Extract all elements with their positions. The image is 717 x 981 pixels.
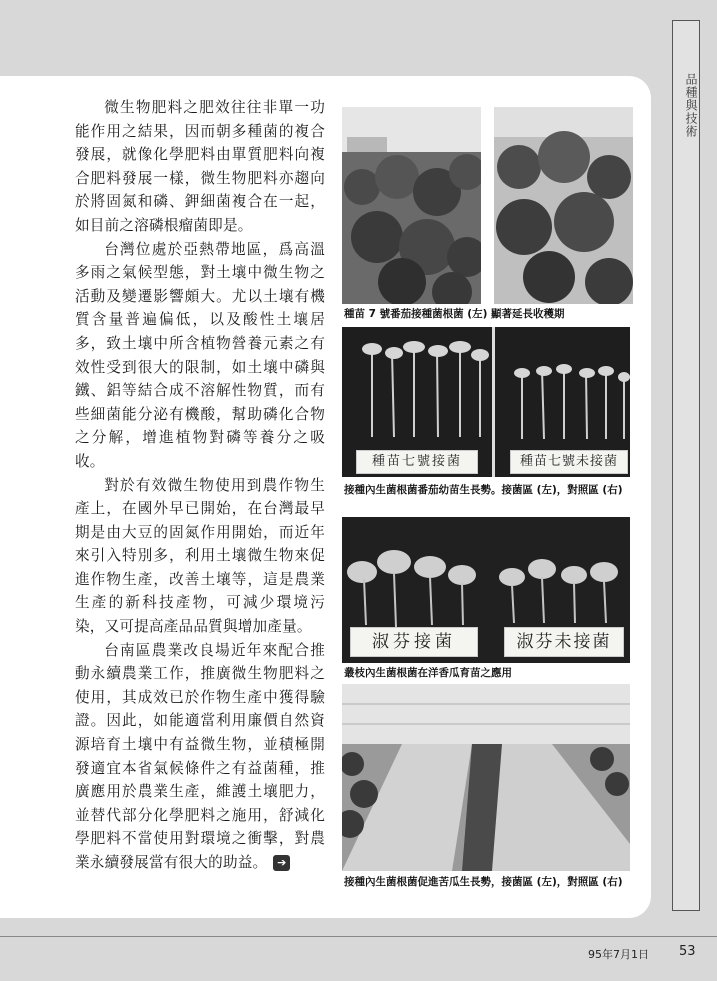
paragraph-4-text: 台南區農業改良場近年來配合推動永續農業工作，推廣微生物肥料之使用，其成效已於作物生產中獲得驗證。因此，如能適當利用廉價自然資源培育土壤中有益微生物，並積極開發適宜本省氣候條件之有益菌種，推廣應用於農業生產，維護土壤肥力，並替代部分化學肥料之施用，舒減化學肥料不當使用對環境之衝擊，對農業永續發展當有很大的助益。 bbox=[75, 641, 325, 871]
section-side-tab-label: 品種與技術 bbox=[684, 73, 698, 138]
bittergourd-field-caption: 接種內生菌根菌促進苦瓜生長勢，接菌區 (左)，對照區 (右) bbox=[344, 876, 623, 888]
melon-seedlings-photo bbox=[342, 517, 630, 663]
paragraph-3: 對於有效微生物使用到農作物生產上，在國外早已開始，在台灣最早期是由大豆的固氮作用開始，而近年來引入特別多，利用土壤微生物來促進作物生產，改善土壤等，這是農業生產的新科技產物，可減少環境污染，又可提高產品品質與增加產量。 bbox=[75, 476, 325, 636]
melon-seedlings-label-left: 淑芬接菌 bbox=[350, 627, 478, 657]
issue-date: 95年7月1日 bbox=[588, 948, 649, 961]
tomato-seedlings-label-right: 種苗七號未接菌 bbox=[510, 450, 628, 474]
bittergourd-field-photo bbox=[342, 684, 630, 871]
page-number: 53 bbox=[679, 944, 696, 959]
section-side-tab bbox=[672, 20, 700, 911]
tomato-seedlings-label-left: 種苗七號接菌 bbox=[356, 450, 478, 474]
article-body bbox=[75, 96, 325, 875]
tomato-seedlings-caption: 接種內生菌根菌番茄幼苗生長勢。接菌區 (左)，對照區 (右) bbox=[344, 484, 623, 496]
tomato-field-caption: 種苗 7 號番茄接種菌根菌 (左) 顯著延長收穫期 bbox=[344, 308, 565, 320]
footer-rule bbox=[0, 936, 717, 937]
article-end-icon: ➔ bbox=[273, 855, 290, 871]
melon-seedlings-label-right: 淑芬未接菌 bbox=[504, 627, 624, 657]
paragraph-1: 微生物肥料之肥效往往非單一功能作用之結果，因而朝多種菌的複合發展，就像化學肥料由單質肥料向複合肥料發展一樣，微生物肥料亦趨向於將固氮和磷、鉀細菌複合在一起，如目前之溶磷根瘤菌即是。 bbox=[75, 99, 325, 234]
tomato-seedlings-photo bbox=[342, 327, 630, 477]
paragraph-2: 台灣位處於亞熱帶地區，爲高溫多雨之氣候型態，對土壤中微生物之活動及變遷影響頗大。尤以土壤有機質含量普遍偏低，以及酸性土壤居多，致土壤中所含植物營養元素之有效性受到很大的限制，如土壤中磷與鐵、鋁等結合成不溶解性物質，而有些細菌能分泌有機酸，幫助磷化合物之分解，增進植物對磷等養分之吸收。 bbox=[75, 240, 325, 470]
tomato-field-photo-right bbox=[494, 107, 633, 304]
page-top-band bbox=[0, 0, 717, 76]
tomato-field-photo-left bbox=[342, 107, 481, 304]
melon-seedlings-caption: 叢枝內生菌根菌在洋香瓜育苗之應用 bbox=[344, 667, 512, 679]
paragraph-4 bbox=[75, 639, 325, 875]
